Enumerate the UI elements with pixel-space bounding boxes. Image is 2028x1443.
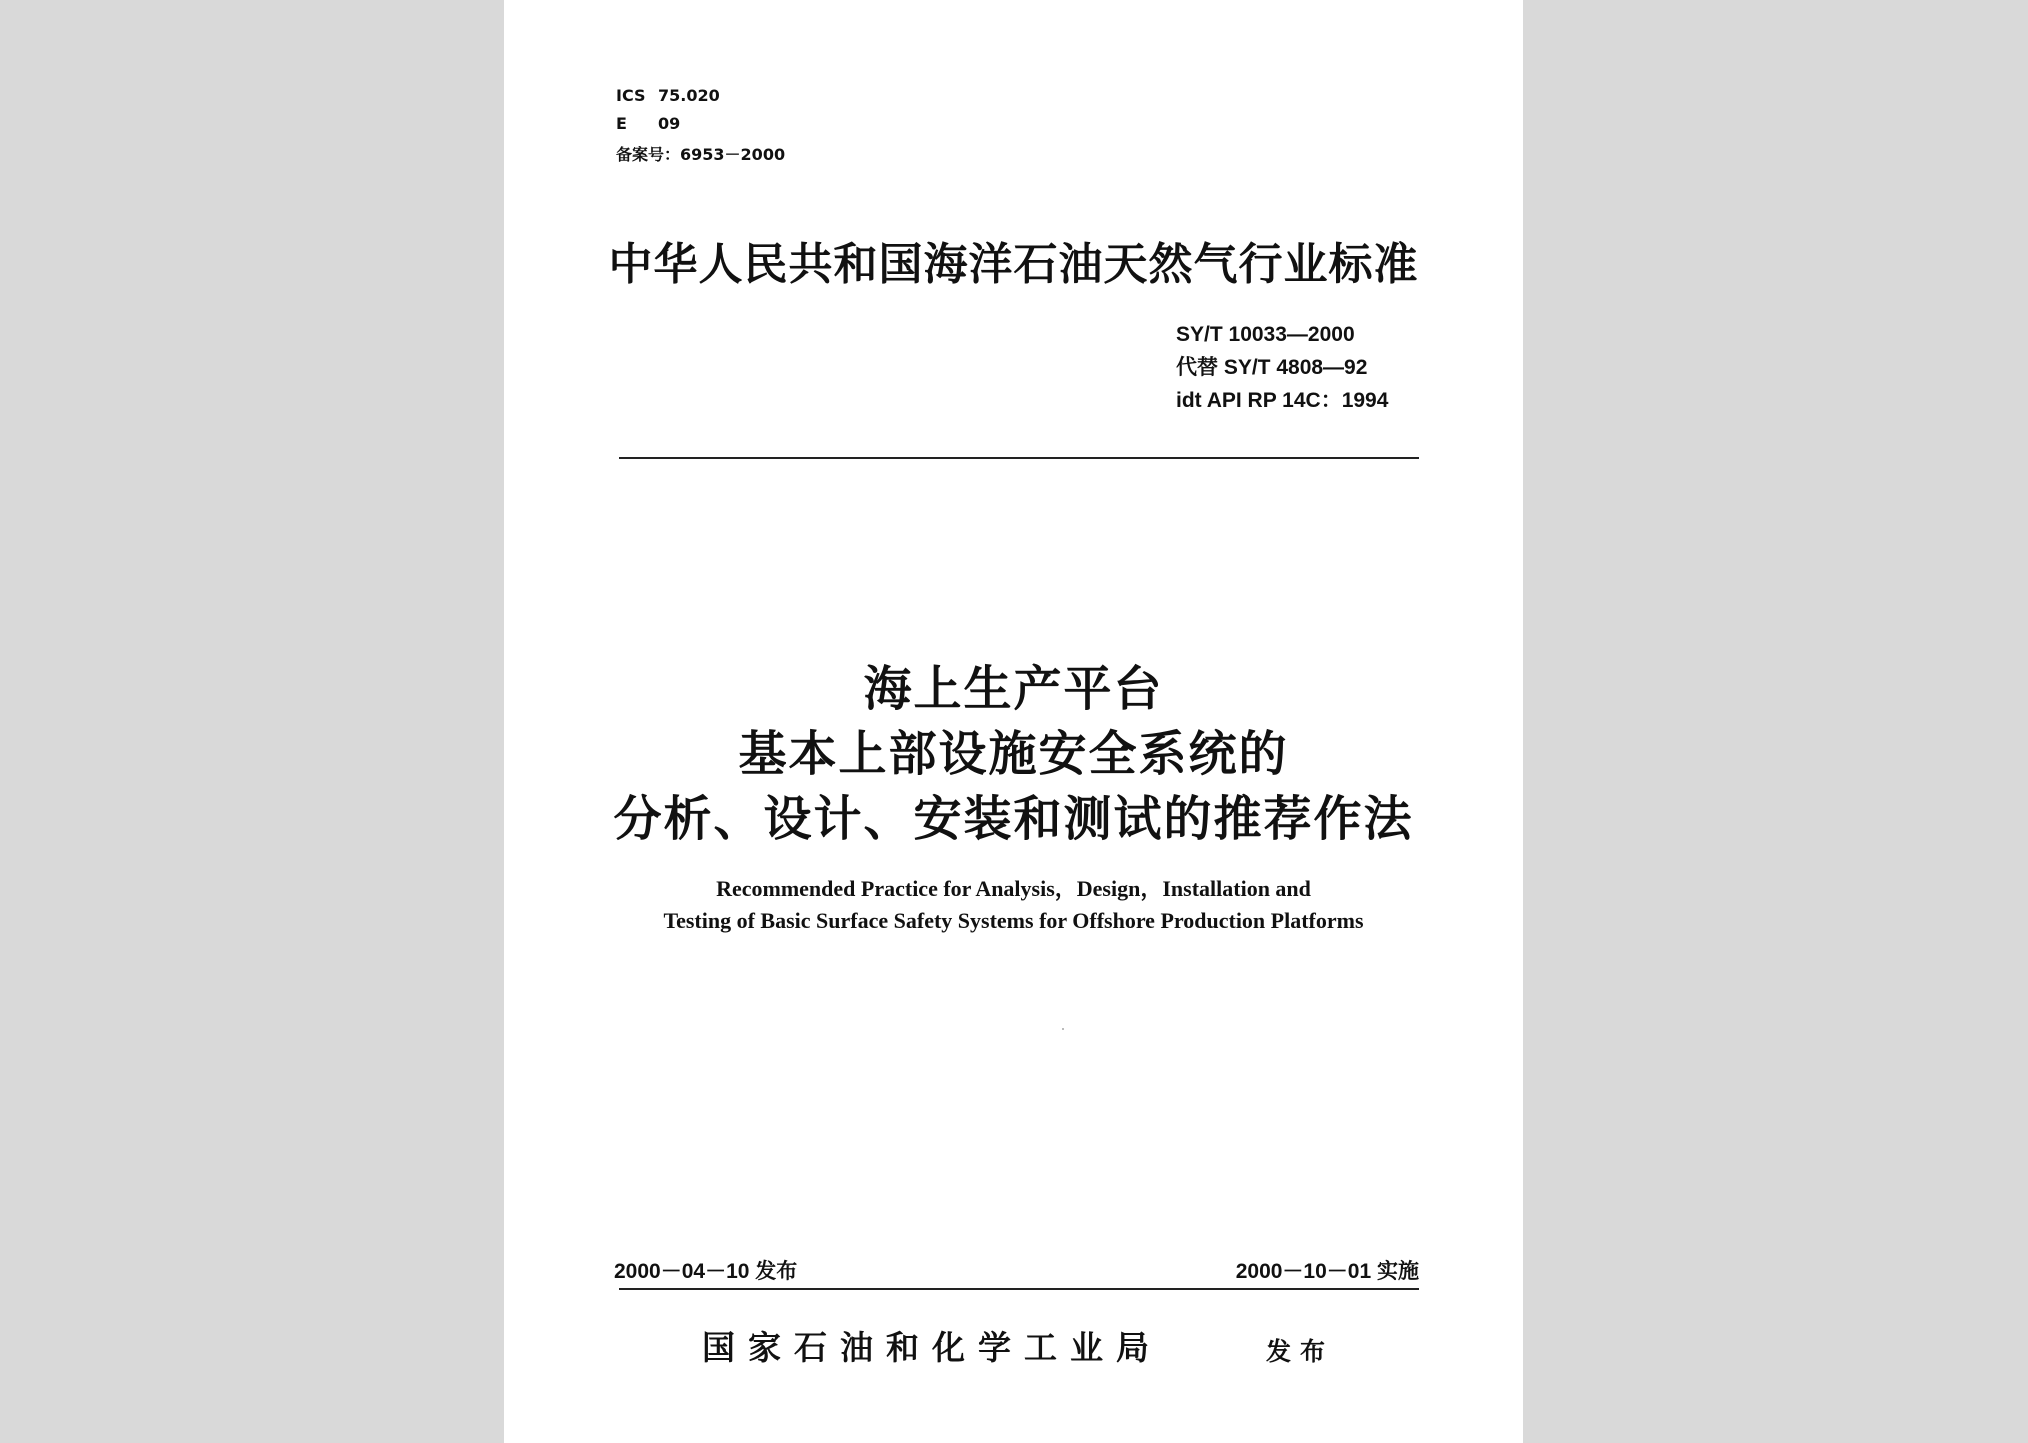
- standard-code: SY/T 10033—2000: [1176, 323, 1355, 346]
- e-line: [616, 114, 680, 133]
- ics-label: ICS: [616, 86, 646, 105]
- bottom-divider: [619, 1288, 1419, 1290]
- document-page: [504, 0, 1523, 1443]
- record-label: 备案号: [616, 145, 665, 164]
- industry-standard-title: 中华人民共和国海洋石油天然气行业标准: [608, 239, 1419, 290]
- record-line: [616, 142, 785, 165]
- idt-code: idt API RP 14C：1994: [1176, 389, 1389, 412]
- record-value: ：6953－2000: [664, 145, 786, 164]
- top-divider: [619, 457, 1419, 459]
- ics-line: [616, 86, 720, 105]
- cn-title-line-1: 海上生产平台: [863, 661, 1164, 717]
- issuer-name: 国家石油和化学工业局: [702, 1328, 1162, 1367]
- e-value: 09: [658, 114, 681, 133]
- cn-title-line-3: 分析、设计、安装和测试的推荐作法: [613, 791, 1414, 847]
- issue-date: 2000－04－10 发布: [614, 1260, 798, 1283]
- cn-title-line-2: 基本上部设施安全系统的: [738, 726, 1289, 782]
- en-title-line-1: Recommended Practice for Analysis，Design，Installation and: [716, 876, 1311, 901]
- issue-word: 发布: [1266, 1337, 1335, 1366]
- scan-speck: [1062, 1028, 1064, 1030]
- e-label: E: [616, 114, 627, 133]
- effective-date: 2000－10－01 实施: [1235, 1260, 1419, 1283]
- en-title-line-2: Testing of Basic Surface Safety Systems for Offshore Production Platforms: [663, 908, 1364, 933]
- replaces-code: 代替 SY/T 4808—92: [1176, 356, 1368, 379]
- ics-value: 75.020: [658, 86, 720, 105]
